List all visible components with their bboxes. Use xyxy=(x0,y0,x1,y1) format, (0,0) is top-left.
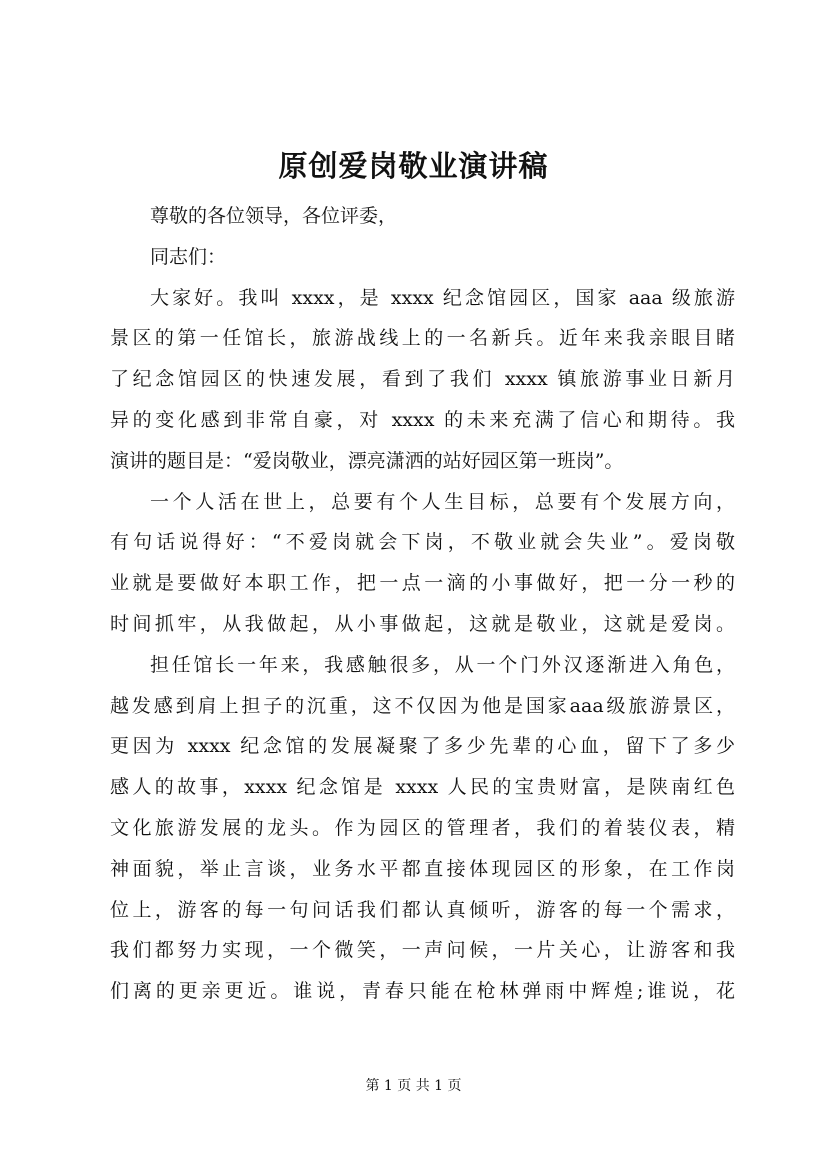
text-line: 演讲的题目是：“爱岗敬业，漂亮潇洒的站好园区第一班岗”。 xyxy=(110,449,624,472)
text-line: 担任馆长一年来，我感触很多，从一个门外汉逐渐进入角色， xyxy=(150,653,735,676)
text-line: 景区的第一任馆长，旅游战线上的一名新兵。近年来我亲眼目睹 xyxy=(110,327,735,350)
text-line: 们离的更亲更近。谁说，青春只能在枪林弹雨中辉煌;谁说，花 xyxy=(110,980,735,1003)
text-line: 更因为 xxxx 纪念馆的发展凝聚了多少先辈的心血，留下了多少 xyxy=(110,735,735,758)
text-line: 业就是要做好本职工作，把一点一滴的小事做好，把一分一秒的 xyxy=(110,572,735,595)
text-line: 一个人活在世上，总要有个人生目标，总要有个发展方向， xyxy=(150,490,735,513)
text-line: 感人的故事，xxxx 纪念馆是 xxxx 人民的宝贵财富，是陕南红色 xyxy=(110,776,735,799)
text-line: 大家好。我叫 xxxx，是 xxxx 纪念馆园区，国家 aaa 级旅游 xyxy=(150,286,735,309)
text-line: 同志们： xyxy=(150,245,227,268)
text-line: 了纪念馆园区的快速发展，看到了我们 xxxx 镇旅游事业日新月 xyxy=(110,368,735,391)
text-line: 时间抓牢，从我做起，从小事做起，这就是敬业，这就是爱岗。 xyxy=(110,612,735,635)
text-line: 尊敬的各位领导，各位评委， xyxy=(150,205,398,227)
text-line: 神面貌，举止言谈，业务水平都直接体现园区的形象，在工作岗 xyxy=(110,857,735,880)
document-body xyxy=(110,196,735,1012)
text-line: 位上，游客的每一句问话我们都认真倾听，游客的每一个需求， xyxy=(110,898,735,921)
text-line: 异的变化感到非常自豪，对 xxxx 的未来充满了信心和期待。我 xyxy=(110,408,735,431)
text-line: 我们都努力实现，一个微笑，一声问候，一片关心，让游客和我 xyxy=(110,939,735,962)
text-line: 越发感到肩上担子的沉重，这不仅因为他是国家aaa级旅游景区， xyxy=(110,694,735,717)
text-line: 文化旅游发展的龙头。作为园区的管理者，我们的着装仪表，精 xyxy=(110,816,735,839)
document-title: 原创爱岗敬业演讲稿 xyxy=(278,149,549,183)
text-line: 有句话说得好：“不爱岗就会下岗，不敬业就会失业”。爱岗敬 xyxy=(110,531,735,554)
page-number-footer: 第 1 页 共 1 页 xyxy=(365,1078,462,1094)
